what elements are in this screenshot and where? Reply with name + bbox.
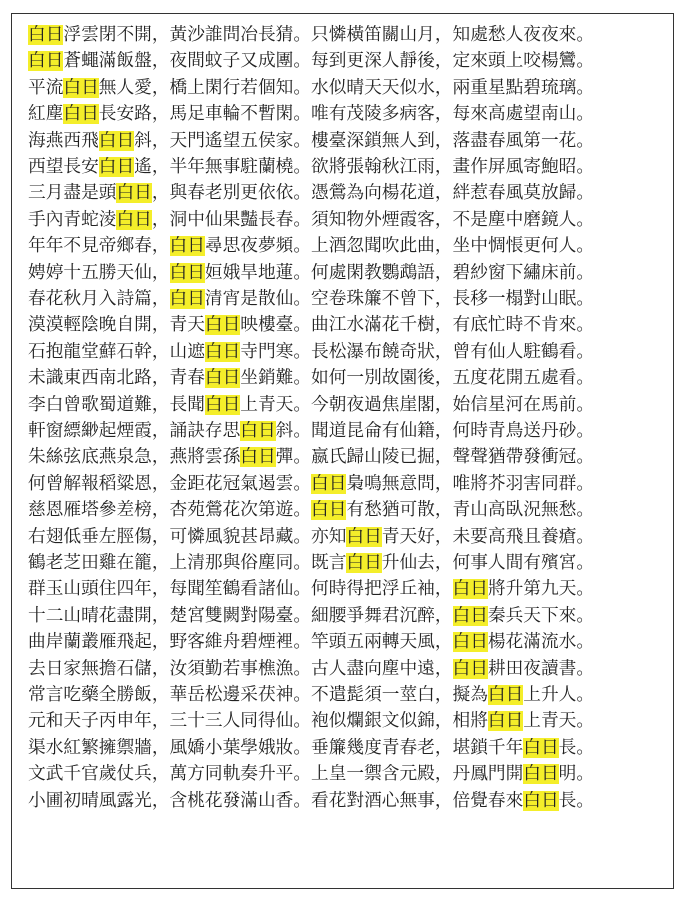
poem-text: 楊花滿流水。 <box>487 632 595 653</box>
poem-line <box>28 445 594 469</box>
highlighted-term: 白日 <box>311 473 347 494</box>
highlighted-term: 白日 <box>28 51 64 72</box>
poem-text: 浮雲閉不開，黃沙誰問冶長猜。只憐橫笛關山月，知處愁人夜夜來。 <box>63 25 595 45</box>
poem-text: 寺門寒。長松瀑布饒奇狀，曾有仙人駐鶴看。 <box>240 341 595 362</box>
poem-text: 青天好，未要高飛且養瘡。 <box>381 526 595 547</box>
poem-text: 石抱龍堂蘚石幹，山遮 <box>28 341 205 362</box>
poem-text: 耕田夜讀書。 <box>487 658 595 679</box>
poem-frame <box>11 13 674 889</box>
highlighted-term: 白日 <box>116 183 152 204</box>
poem-text: 坐銷難。如何一別故園後，五度花開五處看。 <box>240 368 595 389</box>
poem-line <box>28 287 594 311</box>
poem-text: 有愁猶可散，青山高臥況無愁。 <box>346 500 595 521</box>
poem-text: 遙，半年無事駐蘭橈。欲將張翰秋江雨，畫作屏風寄鮑昭。 <box>134 157 595 177</box>
poem-line <box>28 234 594 258</box>
poem-text: 彈。嬴氏歸山陵已掘，聲聲猶帶發衝冠。 <box>275 447 595 468</box>
highlighted-term: 白日 <box>452 605 488 626</box>
poem-text: 十二山晴花盡開，楚宮雙闕對陽臺。細腰爭舞君沉醉， <box>28 605 453 626</box>
poem-text: 元和天子丙申年，三十三人同得仙。袍似爛銀文似錦，相將 <box>28 711 488 732</box>
poem-text: 蒼蠅滿飯盤，夜間蚊子又成團。每到更深人靜後，定來頭上咬楊鸞。 <box>63 51 595 72</box>
poem-text: 李白曾歌蜀道難，長聞 <box>28 394 205 415</box>
poem-line <box>28 313 594 337</box>
poem-text: 曲岸蘭叢雁飛起，野客維舟碧煙裡。竿頭五兩轉天風， <box>28 632 453 653</box>
poem-text: 群玉山頭住四年，每聞笙鶴看諸仙。何時得把浮丘袖， <box>28 579 453 600</box>
poem-line <box>28 551 594 575</box>
poem-text: 上升人。 <box>523 685 595 705</box>
highlighted-term: 白日 <box>204 341 241 362</box>
poem-line <box>28 657 594 681</box>
poem-text: 升仙去，何事人間有殯宮。 <box>381 553 595 573</box>
poem-text: 何曾解報稻粱恩，金距花冠氣遏雲。 <box>28 473 312 494</box>
poem-line <box>28 23 594 47</box>
highlighted-term: 白日 <box>452 658 488 679</box>
poem-text: 將升第九天。 <box>487 579 595 600</box>
poem-text: 右翅低垂左脛傷，可憐風貌甚昂藏。亦知 <box>28 526 347 547</box>
highlighted-term: 白日 <box>28 25 64 45</box>
poem-text: 春花秋月入詩篇， <box>28 289 170 309</box>
poem-line <box>28 419 594 443</box>
highlighted-term: 白日 <box>204 315 241 336</box>
poem-text: 漠漠輕陰晚自開，青天 <box>28 315 205 336</box>
poem-line <box>28 366 594 390</box>
poem-line <box>28 208 594 232</box>
poem-text: 上青天。今朝夜過焦崖閣，始信星河在馬前。 <box>240 394 595 415</box>
highlighted-term: 白日 <box>346 553 382 573</box>
highlighted-term: 白日 <box>346 526 382 547</box>
poem-line <box>28 789 594 813</box>
highlighted-term: 白日 <box>523 764 559 785</box>
highlighted-term: 白日 <box>487 685 524 705</box>
poem-text: 紅塵 <box>28 104 64 125</box>
highlighted-term: 白日 <box>240 447 276 468</box>
poem-line <box>28 762 594 786</box>
highlighted-term: 白日 <box>169 289 205 309</box>
poem-text: 年年不見帝鄉春， <box>28 236 170 257</box>
poem-line <box>28 76 594 100</box>
highlighted-term: 白日 <box>169 236 205 257</box>
poem-text: 手內青蛇淩 <box>28 209 117 230</box>
poem-text: 未識東西南北路，青春 <box>28 368 205 389</box>
highlighted-term: 白日 <box>452 579 488 600</box>
poem-text: 去日家無擔石儲，汝須勤若事樵漁。古人盡向塵中遠， <box>28 658 453 679</box>
poem-line <box>28 393 594 417</box>
poem-line <box>28 102 594 126</box>
poem-text: 姮娥旱地蓮。何處閑教鸚鵡語，碧紗窗下繡床前。 <box>204 262 595 283</box>
poem-text: 慈恩雁塔參差榜，杏苑鶯花次第遊。 <box>28 500 312 521</box>
poem-line <box>28 472 594 496</box>
highlighted-term: 白日 <box>116 209 152 230</box>
poem-line <box>28 736 594 760</box>
poem-line <box>28 525 594 549</box>
poem-line <box>28 577 594 601</box>
poem-text: 文武千官歲仗兵，萬方同軌奏升平。上皇一禦含元殿，丹鳳門開 <box>28 764 524 785</box>
poem-text: 軒窗縹緲起煙霞，誦訣存思 <box>28 421 241 441</box>
poem-text: 斜，天門遙望五侯家。樓臺深鎖無人到，落盡春風第一花。 <box>134 130 595 151</box>
poem-line <box>28 340 594 364</box>
poem-text: 海燕西飛 <box>28 130 99 151</box>
poem-line <box>28 181 594 205</box>
poem-line <box>28 604 594 628</box>
poem-text: 映樓臺。曲江水滿花千樹，有底忙時不肯來。 <box>240 315 595 336</box>
poem-line <box>28 630 594 654</box>
poem-text: ，與春老別更依依。憑鶯為向楊花道，絆惹春風莫放歸。 <box>151 183 595 204</box>
poem-text: 娉婷十五勝天仙， <box>28 262 170 283</box>
poem-text: ，洞中仙果豔長春。須知物外煙霞客，不是塵中磨鏡人。 <box>151 209 595 230</box>
poem-text: 梟鳴無意問，唯將芥羽害同群。 <box>346 473 595 494</box>
highlighted-term: 白日 <box>63 77 99 98</box>
poem-text: 上青天。 <box>523 711 595 732</box>
poem-text: 西望長安 <box>28 157 99 177</box>
highlighted-term: 白日 <box>240 421 276 441</box>
poem-text: 秦兵天下來。 <box>487 605 595 626</box>
poem-text: 渠水紅繁擁禦牆，風嬌小葉學娥妝。垂簾幾度青春老，堪鎖千年 <box>28 737 524 758</box>
poem-text: 小圃初晴風露光，含桃花發滿山香。看花對酒心無事，倍覺春來 <box>28 790 524 811</box>
highlighted-term: 白日 <box>204 368 241 389</box>
poem-line <box>28 709 594 733</box>
poem-line <box>28 49 594 73</box>
poem-text: 尋思夜夢頻。上酒忽聞吹此曲，坐中惆悵更何人。 <box>204 236 595 257</box>
highlighted-term: 白日 <box>523 790 559 811</box>
highlighted-term: 白日 <box>487 711 524 732</box>
poem-text: 長。 <box>558 737 595 758</box>
highlighted-term: 白日 <box>63 104 99 125</box>
poem-text: 朱絲弦底燕泉急，燕將雲孫 <box>28 447 241 468</box>
poem-text: 常言吃藥全勝飯，華岳松邊采茯神。不遣髭須一莖白，擬為 <box>28 685 488 705</box>
poem-line <box>28 129 594 153</box>
highlighted-term: 白日 <box>98 157 135 177</box>
poem-line <box>28 155 594 179</box>
highlighted-term: 白日 <box>311 500 347 521</box>
poem-text: 明。 <box>558 764 595 785</box>
highlighted-term: 白日 <box>98 130 135 151</box>
poem-text: 長。 <box>558 790 595 811</box>
poem-text: 斜。聞道昆侖有仙籍，何時青鳥送丹砂。 <box>275 421 595 441</box>
poem-text: 鶴老芝田雞在籠，上清那與俗塵同。既言 <box>28 553 347 573</box>
poem-text: 三月盡是頭 <box>28 183 117 204</box>
highlighted-term: 白日 <box>523 737 559 758</box>
poem-line <box>28 261 594 285</box>
poem-text: 平流 <box>28 77 64 98</box>
poem-text: 長安路，馬足車輪不暫閑。唯有茂陵多病客，每來高處望南山。 <box>98 104 595 125</box>
poem-line <box>28 498 594 522</box>
highlighted-term: 白日 <box>204 394 241 415</box>
poem-text: 無人愛，橋上閑行若個知。水似晴天天似水，兩重星點碧琉璃。 <box>98 77 595 98</box>
highlighted-term: 白日 <box>169 262 205 283</box>
poem-text: 清宵是散仙。空卷珠簾不曾下，長移一榻對山眠。 <box>204 289 595 309</box>
poem-line <box>28 683 594 707</box>
highlighted-term: 白日 <box>452 632 488 653</box>
